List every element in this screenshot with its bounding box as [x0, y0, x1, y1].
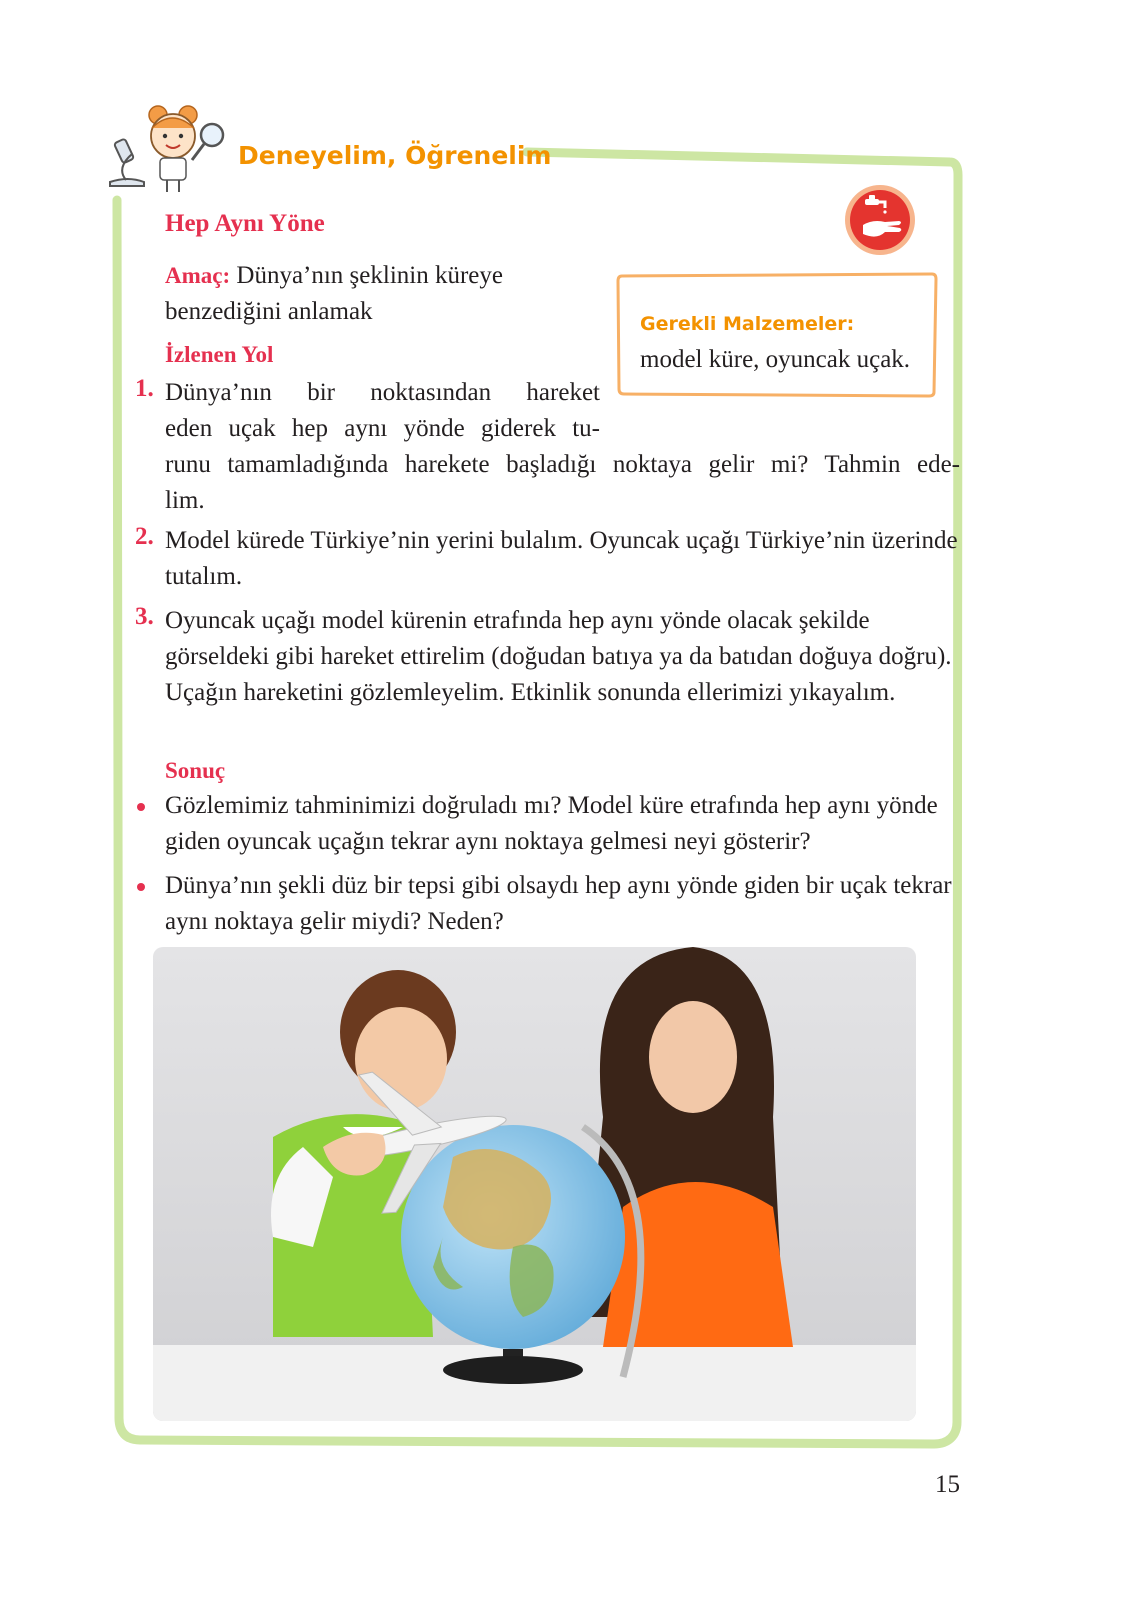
girl-scientist-mascot-icon: [100, 100, 240, 195]
step-1-line-1: Dünya’nın bir noktasından hareket: [165, 379, 600, 406]
step-3-text: Oyuncak uçağı model kürenin etrafında hep aynı yönde olacak şekilde görseldeki gibi hareket ettirelim (doğudan batıya ya da batıdan doğuya doğru). Uçağın hareketini gözlemleyelim. Etkinlik sonunda ellerimizi yıkayalım.: [165, 607, 952, 706]
aim-label: Amaç:: [165, 263, 231, 288]
result-1-bullet: [137, 803, 145, 811]
page-number: 15: [935, 1471, 960, 1498]
result-heading: Sonuç: [165, 758, 226, 783]
materials-list: model küre, oyuncak uçak.: [640, 346, 911, 373]
activity-title: Hep Aynı Yöne: [165, 210, 325, 237]
children-globe-photo: [153, 947, 916, 1421]
step-2-text: Model kürede Türkiye’nin yerini bulalım. Oyuncak uçağı Türkiye’nin üzerinde tutalım.: [165, 527, 958, 590]
materials-label: Gerekli Malzemeler:: [640, 313, 855, 335]
materials-text: [640, 305, 920, 378]
hand-washing-icon: [843, 183, 917, 257]
aim-paragraph: [165, 258, 600, 330]
step-1-line-2: eden uçak hep aynı yönde giderek tu-: [165, 415, 600, 442]
step-1-line-4: lim.: [165, 487, 205, 514]
result-2-bullet: [137, 883, 145, 891]
section-title: Deneyelim, Öğrenelim: [238, 141, 552, 170]
step-1-line-3: runu tamamladığında harekete başladığı noktaya gelir mi? Tahmin ede-: [165, 451, 960, 478]
result-2-text: Dünya’nın şekli düz bir tepsi gibi olsaydı hep aynı yönde giden bir uçak tekrar aynı noktaya gelir miydi? Neden?: [165, 872, 952, 935]
result-1-text: Gözlemimiz tahminimizi doğruladı mı? Model küre etrafında hep aynı yönde giden oyuncak uçağın tekrar aynı noktaya gelmesi neyi gösterir?: [165, 792, 938, 855]
step-1-number: 1.: [135, 375, 154, 402]
step-2-number: 2.: [135, 523, 154, 550]
aim-text: Dünya’nın şeklinin küreye benzediğini anlamak: [165, 262, 503, 325]
step-3-number: 3.: [135, 603, 154, 630]
route-heading: İzlenen Yol: [165, 342, 274, 367]
